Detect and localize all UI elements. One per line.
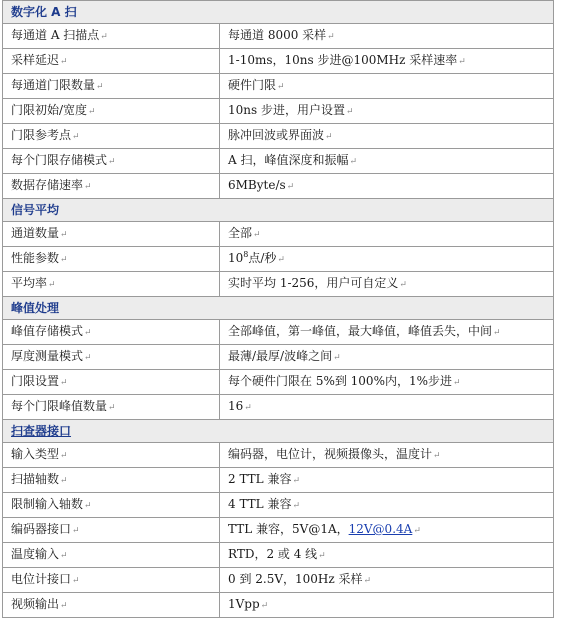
return-mark: ↵ (60, 255, 68, 265)
label-text: 门限参考点 (11, 128, 72, 142)
label-text: 每个门限峰值数量 (11, 399, 108, 413)
return-mark: ↵ (84, 353, 92, 363)
value-text: 脉冲回波或界面波 (228, 128, 325, 142)
row-label (3, 370, 220, 395)
return-mark: ↵ (60, 57, 68, 67)
table-row (3, 345, 554, 370)
return-mark: ↵ (345, 107, 354, 117)
section-header-peak-processing (3, 297, 554, 320)
value-text: RTD，2 或 4 线 (228, 547, 318, 561)
table-row (3, 174, 554, 199)
row-value (220, 518, 554, 543)
return-mark: ↵ (60, 451, 68, 461)
section-header-scanner-interface (3, 420, 554, 443)
row-value (220, 74, 554, 99)
return-mark: ↵ (433, 451, 441, 461)
row-label (3, 320, 220, 345)
return-mark: ↵ (363, 576, 372, 586)
row-label (3, 345, 220, 370)
table-row (3, 593, 554, 618)
table-row (3, 320, 554, 345)
table-row (3, 518, 554, 543)
value-unit: 点/秒 (248, 251, 277, 265)
row-value (220, 443, 554, 468)
section-title-text: 信号平均 (11, 203, 60, 217)
row-label (3, 74, 220, 99)
return-mark: ↵ (48, 280, 56, 290)
value-text: 每个硬件门限在 5%到 100%内，1%步进 (228, 374, 453, 388)
value-text: 10ns 步进，用户设置 (228, 103, 345, 117)
section-title (3, 1, 554, 24)
row-label (3, 124, 220, 149)
label-text: 每通道门限数量 (11, 78, 96, 92)
row-value (220, 468, 554, 493)
label-text: 门限设置 (11, 374, 60, 388)
value-text: 4 TTL 兼容 (228, 497, 292, 511)
section-header-signal-averaging (3, 199, 554, 222)
return-mark: ↵ (60, 601, 68, 611)
label-text: 平均率 (11, 276, 48, 290)
row-label (3, 222, 220, 247)
row-label (3, 99, 220, 124)
row-label (3, 174, 220, 199)
table-row (3, 468, 554, 493)
row-value (220, 222, 554, 247)
table-row (3, 99, 554, 124)
return-mark: ↵ (399, 280, 407, 290)
label-text: 每个门限存储模式 (11, 153, 108, 167)
row-value (220, 24, 554, 49)
label-text: 每通道 A 扫描点 (11, 28, 100, 42)
row-value (220, 370, 554, 395)
row-label (3, 272, 220, 297)
section-title (3, 297, 554, 320)
return-mark: ↵ (277, 255, 285, 265)
value-text: 每通道 8000 采样 (228, 28, 327, 42)
table-row (3, 222, 554, 247)
row-label (3, 395, 220, 420)
value-text: 全部峰值，第一峰值，最大峰值，峰值丢失，中间 (228, 324, 493, 338)
row-value (220, 149, 554, 174)
row-value (220, 174, 554, 199)
table-row (3, 49, 554, 74)
return-mark: ↵ (60, 551, 68, 561)
row-value (220, 320, 554, 345)
value-text: 1Vpp (228, 597, 260, 611)
row-value (220, 49, 554, 74)
label-text: 峰值存储模式 (11, 324, 84, 338)
return-mark: ↵ (260, 601, 269, 611)
section-header-digitized-ascan (3, 1, 554, 24)
return-mark: ↵ (60, 230, 68, 240)
return-mark: ↵ (72, 526, 80, 536)
value-text: 最薄/最厚/波峰之间 (228, 349, 333, 363)
value-text: TTL 兼容，5V@1A， (228, 522, 349, 536)
return-mark: ↵ (60, 378, 68, 388)
row-label (3, 49, 220, 74)
row-label (3, 443, 220, 468)
section-title-text: 扫查器接口 (11, 424, 72, 438)
return-mark: ↵ (72, 576, 80, 586)
table-row (3, 149, 554, 174)
return-mark: ↵ (318, 551, 326, 561)
row-label (3, 543, 220, 568)
return-mark: ↵ (84, 328, 92, 338)
label-text: 数据存储速率 (11, 178, 84, 192)
row-value (220, 568, 554, 593)
row-value (220, 593, 554, 618)
return-mark: ↵ (72, 132, 80, 142)
value-text: 16 (228, 399, 244, 413)
value-text: 2 TTL 兼容 (228, 472, 292, 486)
table-row (3, 247, 554, 272)
value-text: 编码器，电位计，视频摄像头，温度计 (228, 447, 433, 461)
return-mark: ↵ (244, 403, 252, 413)
return-mark: ↵ (292, 501, 301, 511)
section-title (3, 420, 554, 443)
return-mark: ↵ (277, 82, 285, 92)
return-mark: ↵ (96, 82, 104, 92)
label-text: 视频输出 (11, 597, 60, 611)
table-row (3, 395, 554, 420)
label-text: 厚度测量模式 (11, 349, 84, 363)
return-mark: ↵ (100, 32, 108, 42)
table-row (3, 493, 554, 518)
return-mark: ↵ (413, 526, 421, 536)
return-mark: ↵ (292, 476, 301, 486)
row-label (3, 247, 220, 272)
row-value (220, 493, 554, 518)
section-title-text: 峰值处理 (11, 301, 60, 315)
row-value (220, 395, 554, 420)
section-title-text: 数字化 A 扫 (11, 5, 77, 19)
return-mark: ↵ (327, 32, 335, 42)
value-text: 10 (228, 251, 244, 265)
row-label (3, 468, 220, 493)
label-text: 电位计接口 (11, 572, 72, 586)
row-value (220, 99, 554, 124)
value-text: 1-10ms，10ns 步进@100MHz 采样速率 (228, 53, 458, 67)
row-value (220, 124, 554, 149)
table-row (3, 443, 554, 468)
row-value (220, 345, 554, 370)
table-row (3, 370, 554, 395)
row-label (3, 149, 220, 174)
return-mark: ↵ (458, 57, 466, 67)
row-label (3, 493, 220, 518)
row-value (220, 247, 554, 272)
row-label (3, 568, 220, 593)
value-text: 0 到 2.5V，100Hz 采样 (228, 572, 363, 586)
value-link[interactable]: 12V@0.4A (348, 522, 413, 536)
table-row (3, 272, 554, 297)
label-text: 通道数量 (11, 226, 60, 240)
return-mark: ↵ (84, 501, 92, 511)
spec-table (2, 0, 554, 618)
value-exponent: 8 (243, 250, 249, 259)
value-text: 硬件门限 (228, 78, 277, 92)
return-mark: ↵ (84, 182, 92, 192)
return-mark: ↵ (286, 182, 295, 192)
return-mark: ↵ (333, 353, 341, 363)
return-mark: ↵ (88, 107, 96, 117)
label-text: 输入类型 (11, 447, 60, 461)
value-text: 全部 (228, 226, 253, 240)
table-row (3, 543, 554, 568)
table-row (3, 24, 554, 49)
row-value (220, 272, 554, 297)
label-text: 扫描轴数 (11, 472, 60, 486)
table-row (3, 74, 554, 99)
return-mark: ↵ (349, 157, 358, 167)
table-row (3, 124, 554, 149)
return-mark: ↵ (325, 132, 333, 142)
row-label (3, 593, 220, 618)
row-value (220, 543, 554, 568)
return-mark: ↵ (108, 157, 116, 167)
label-text: 采样延迟 (11, 53, 60, 67)
return-mark: ↵ (453, 378, 461, 388)
section-title (3, 199, 554, 222)
value-text: 6MByte/s (228, 178, 286, 192)
row-label (3, 24, 220, 49)
return-mark: ↵ (60, 476, 68, 486)
label-text: 编码器接口 (11, 522, 72, 536)
value-text: A 扫，峰值深度和振幅 (228, 153, 349, 167)
value-text: 实时平均 1-256，用户可自定义 (228, 276, 399, 290)
table-row (3, 568, 554, 593)
label-text: 限制输入轴数 (11, 497, 84, 511)
label-text: 性能参数 (11, 251, 60, 265)
return-mark: ↵ (108, 403, 116, 413)
return-mark: ↵ (493, 328, 501, 338)
label-text: 门限初始/宽度 (11, 103, 88, 117)
return-mark: ↵ (253, 230, 261, 240)
row-label (3, 518, 220, 543)
label-text: 温度输入 (11, 547, 60, 561)
